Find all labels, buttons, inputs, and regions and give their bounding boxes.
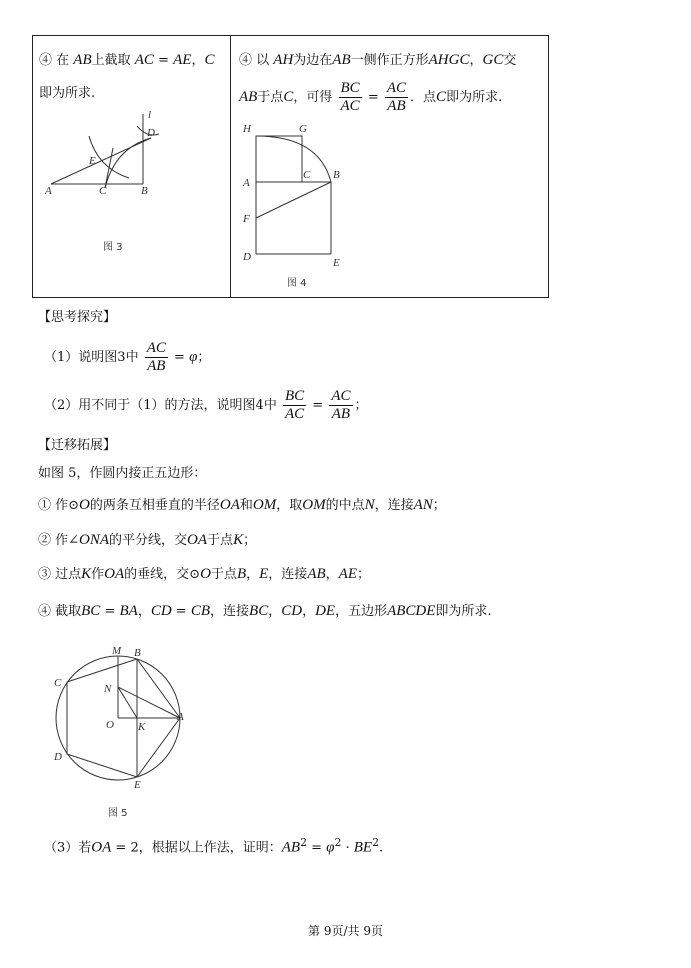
right-text-h: 即为所求. [446, 90, 503, 105]
q2-mid: 中 [263, 398, 277, 413]
right-text-g: ．点 [410, 90, 437, 105]
fig4-label-f: F [243, 213, 250, 225]
fig5-label-c: C [54, 677, 62, 689]
right-text-f: ，可得 [293, 90, 333, 105]
fig5-label-b: B [134, 647, 141, 659]
fig3-caption: 图 3 [103, 242, 123, 253]
fig4-label-c: C [303, 169, 311, 181]
fraction-bc-ac: $\frac{BC}{AC}$ [340, 80, 360, 114]
left-step: ④ 在 [39, 53, 70, 68]
s3-a: ③ 过点 [38, 567, 82, 582]
right-text-d: 交 [503, 53, 517, 68]
right-text-e: 于点 [257, 90, 284, 105]
s4-d: ， [268, 604, 282, 619]
extend-intro: 如图 5，作圆内接正五边形： [38, 466, 207, 481]
fig5-caption: 图 5 [108, 808, 128, 819]
construction-table [32, 35, 549, 298]
q3-mid: ，根据以上作法，证明： [138, 840, 282, 856]
fig4-label-a: A [243, 177, 250, 189]
left-cell-text-2: 即为所求. [39, 86, 96, 101]
q1-mid: 中 [125, 350, 139, 365]
s2-a: ② 作∠ [38, 533, 80, 548]
right-text-b: 一侧作正方形 [350, 53, 429, 68]
fig3-label-e: E [89, 155, 96, 167]
fig3-label-l: l [148, 109, 152, 121]
left-text-a: 上截取 [91, 53, 131, 68]
q1-end: ； [197, 350, 211, 365]
s4-f: ，五边形 [335, 604, 388, 619]
s3-f: ，连接 [268, 567, 308, 582]
q1-fig: 3 [117, 350, 126, 365]
left-cell-text: ④ 在 AB上截取 AC = AE，C [39, 52, 215, 68]
fig3-arc-2 [105, 138, 151, 188]
q2-end: ； [354, 398, 368, 413]
extend-heading: 【迁移拓展】 [38, 438, 117, 453]
s2-d: ； [243, 533, 257, 548]
page-footer: 第 9页/共 9页 [308, 924, 383, 938]
question-3: （3）若OA = 2，根据以上作法，证明：$AB^2 = \varphi^2 \cdot BE^2$. [44, 836, 384, 856]
fig3-label-d: D [147, 127, 155, 139]
fig5-label-a: A [177, 711, 184, 723]
fig5-label-m: M [112, 645, 122, 657]
q2-fig: 4 [255, 398, 264, 413]
q3-end: . [378, 840, 384, 856]
fig3-arc-3 [105, 148, 113, 188]
right-text-a: 为边在 [293, 53, 333, 68]
fig3-label-c: C [99, 185, 107, 197]
q3-prefix: （3）若 [44, 840, 92, 856]
s1-c: 和 [239, 498, 253, 513]
fig5-label-k: K [138, 721, 146, 733]
right-cell-text-2: AB于点C，可得 $\frac{BC}{AC}$ = $\frac{AC}{AB}$ ．点C即为所求. [239, 80, 503, 114]
s2-c: 于点 [207, 533, 234, 548]
s4-e: ， [302, 604, 316, 619]
right-step: ④ 以 [239, 53, 270, 68]
q2-fraction-left: $\frac{BC}{AC}$ [284, 388, 305, 422]
s3-g: ， [325, 567, 339, 582]
left-text-b: ， [191, 53, 205, 68]
think-q1: （1）说明图3中 $\frac{AC}{AB}$ = φ； [44, 340, 211, 374]
s1-e: 的中点 [325, 498, 365, 513]
fig4-label-d: D [243, 251, 251, 263]
s1-b: 的两条互相垂直的半径 [89, 498, 220, 513]
q1-prefix: （1）说明图 [44, 350, 118, 365]
s3-e: ， [246, 567, 260, 582]
s3-c: 的垂线，交⊙ [124, 567, 201, 582]
s4-g: 即为所求. [435, 604, 492, 619]
right-cell-text: ④ 以 AH为边在AB一侧作正方形AHGC，GC交 [239, 52, 517, 68]
figure-3 [43, 108, 183, 253]
think-heading: 【思考探究】 [38, 310, 117, 325]
extend-step-3: ③ 过点K作OA的垂线，交⊙O于点B，E，连接AB，AE； [38, 566, 370, 582]
table-divider [230, 36, 231, 297]
s4-a: ④ 截取 [38, 604, 82, 619]
s1-g: ； [432, 498, 446, 513]
fig4-arc [256, 136, 331, 182]
fig5-label-o: O [106, 719, 114, 731]
s1-f: ，连接 [374, 498, 414, 513]
fig4-label-g: G [299, 123, 307, 135]
s3-b: 作 [91, 567, 105, 582]
q2-fraction-right: $\frac{AC}{AB}$ [331, 388, 351, 422]
extend-step-2: ② 作∠ONA的平分线，交OA于点K； [38, 532, 257, 548]
s1-a: ① 作⊙ [38, 498, 80, 513]
think-q2: （2）用不同于（1）的方法，说明图4中 $\frac{BC}{AC}$ = $\frac{AC}{AB}$ ； [44, 388, 368, 422]
extend-step-4: ④ 截取BC = BA，CD = CB，连接BC，CD，DE，五边形ABCDE即为所求. [38, 603, 492, 619]
fig3-segment-ad [51, 138, 151, 184]
fig4-label-h: H [243, 123, 251, 135]
s4-c: ，连接 [210, 604, 250, 619]
figure-4 [239, 120, 359, 296]
fig5-label-d: D [54, 751, 62, 763]
s3-d: 于点 [210, 567, 237, 582]
fig4-segment-fb [256, 182, 331, 218]
fig4-label-b: B [333, 169, 340, 181]
fig5-label-e: E [134, 779, 141, 791]
q2-prefix: （2）用不同于（1）的方法，说明图 [44, 398, 256, 413]
fraction-ac-ab: $\frac{AC}{AB}$ [386, 80, 407, 114]
figure-5 [46, 640, 196, 830]
s2-b: 的平分线，交 [109, 533, 188, 548]
fig5-label-n: N [104, 683, 112, 695]
fig3-label-b: B [141, 185, 148, 197]
s4-b: ， [137, 604, 151, 619]
fig4-square-ahgc [256, 136, 302, 182]
fig4-label-e: E [333, 257, 340, 269]
extend-step-1: ① 作⊙O的两条互相垂直的半径OA和OM，取OM的中点N，连接AN； [38, 497, 446, 513]
fig3-label-a: A [45, 185, 52, 197]
q1-fraction: $\frac{AC}{AB}$ [146, 340, 166, 374]
s1-d: ，取 [276, 498, 303, 513]
right-text-c: ， [469, 53, 483, 68]
fig4-caption: 图 4 [287, 278, 307, 289]
s3-h: ； [356, 567, 370, 582]
